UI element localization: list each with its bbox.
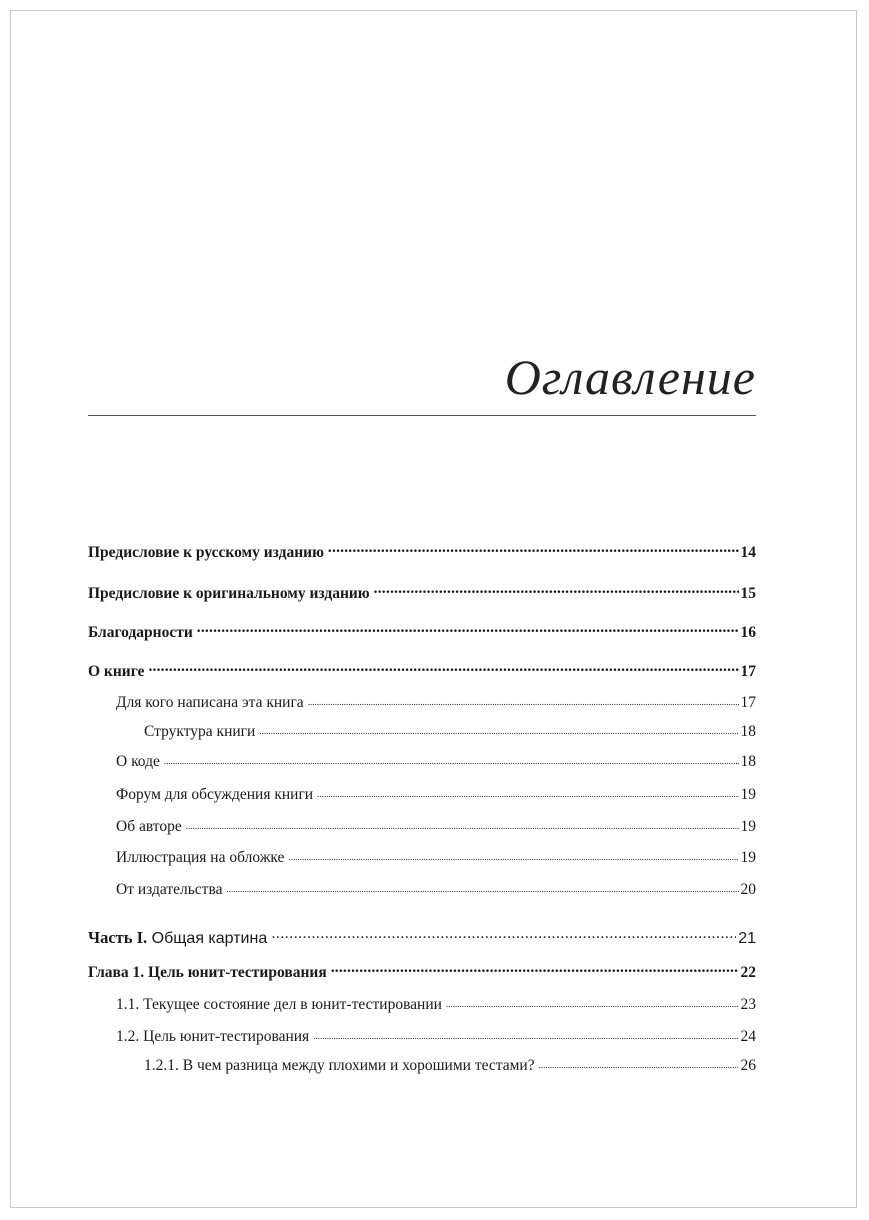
toc-entry[interactable] bbox=[116, 846, 756, 867]
toc-entry[interactable] bbox=[116, 1025, 756, 1046]
toc-entry[interactable] bbox=[88, 961, 756, 982]
part-number: Часть I. bbox=[88, 928, 148, 947]
toc-entry-label: 1.2. Цель юнит-тестирования bbox=[116, 1027, 310, 1045]
leader-dots bbox=[446, 993, 739, 1009]
leader-dots bbox=[539, 1054, 739, 1070]
toc-entry-label bbox=[88, 928, 271, 948]
toc-entry[interactable] bbox=[88, 621, 756, 642]
toc-entry-page: 19 bbox=[740, 848, 756, 866]
toc-entry-page: 15 bbox=[740, 584, 756, 602]
toc-entry[interactable] bbox=[88, 660, 756, 681]
leader-dots bbox=[313, 1025, 738, 1041]
toc-entry-page: 24 bbox=[740, 1027, 756, 1045]
toc-entry-label: О книге bbox=[88, 662, 145, 680]
part-title: Общая картина bbox=[151, 930, 268, 947]
toc-entry-label: 1.1. Текущее состояние дел в юнит-тестировании bbox=[116, 995, 442, 1013]
toc-entry[interactable] bbox=[116, 993, 756, 1014]
toc-entry[interactable] bbox=[116, 691, 756, 712]
toc-entry-label: Предисловие к русскому изданию bbox=[88, 543, 324, 561]
toc-entry[interactable] bbox=[144, 1054, 756, 1075]
toc-entry-page: 14 bbox=[740, 543, 756, 561]
toc-entry-page: 19 bbox=[740, 817, 756, 835]
toc-entry[interactable] bbox=[88, 582, 756, 603]
toc-entry-page: 18 bbox=[740, 752, 756, 770]
toc-entry-label: Структура книги bbox=[144, 722, 256, 740]
leader-dots bbox=[331, 961, 739, 977]
leader-dots bbox=[328, 541, 739, 557]
toc-entry-label: Иллюстрация на обложке bbox=[116, 848, 285, 866]
toc-entry[interactable] bbox=[116, 878, 756, 899]
toc-entry-page: 19 bbox=[740, 785, 756, 803]
toc-entry-page: 18 bbox=[740, 722, 756, 740]
toc-entry-label: Форум для обсуждения книги bbox=[116, 785, 314, 803]
leader-dots bbox=[374, 582, 739, 598]
toc-entry-page: 17 bbox=[740, 662, 756, 680]
toc-entry-label: От издательства bbox=[116, 880, 223, 898]
leader-dots bbox=[197, 621, 739, 637]
leader-dots bbox=[226, 878, 738, 894]
toc-entry-part[interactable] bbox=[88, 927, 756, 948]
toc-entry-label: 1.2.1. В чем разница между плохими и хорошими тестами? bbox=[144, 1056, 535, 1074]
leader-dots bbox=[288, 846, 738, 862]
toc-entry-page: 21 bbox=[738, 930, 756, 947]
toc-entry-page: 26 bbox=[740, 1056, 756, 1074]
toc-entry-label: Для кого написана эта книга bbox=[116, 693, 304, 711]
page-title: Оглавление bbox=[504, 349, 756, 405]
title-rule bbox=[88, 415, 756, 416]
toc-entry-label: О коде bbox=[116, 752, 160, 770]
toc-entry-page: 17 bbox=[740, 693, 756, 711]
toc-entry-page: 20 bbox=[740, 880, 756, 898]
toc-entry-label: Глава 1. Цель юнит-тестирования bbox=[88, 963, 327, 981]
leader-dots bbox=[186, 815, 739, 831]
leader-dots bbox=[308, 691, 739, 707]
toc-entry-label: Об авторе bbox=[116, 817, 182, 835]
toc-entry-page: 23 bbox=[740, 995, 756, 1013]
toc-entry-label: Благодарности bbox=[88, 623, 193, 641]
toc-entry[interactable] bbox=[88, 541, 756, 562]
toc-entry-page: 16 bbox=[740, 623, 756, 641]
leader-dots bbox=[271, 927, 736, 943]
leader-dots bbox=[259, 720, 738, 736]
toc-entry[interactable] bbox=[116, 815, 756, 836]
toc-entry[interactable] bbox=[116, 783, 756, 804]
toc-entry[interactable] bbox=[144, 720, 756, 741]
leader-dots bbox=[317, 783, 738, 799]
toc-entry[interactable] bbox=[116, 750, 756, 771]
toc-entry-page: 22 bbox=[740, 963, 756, 981]
leader-dots bbox=[164, 750, 739, 766]
toc-entry-label: Предисловие к оригинальному изданию bbox=[88, 584, 370, 602]
leader-dots bbox=[148, 660, 738, 676]
